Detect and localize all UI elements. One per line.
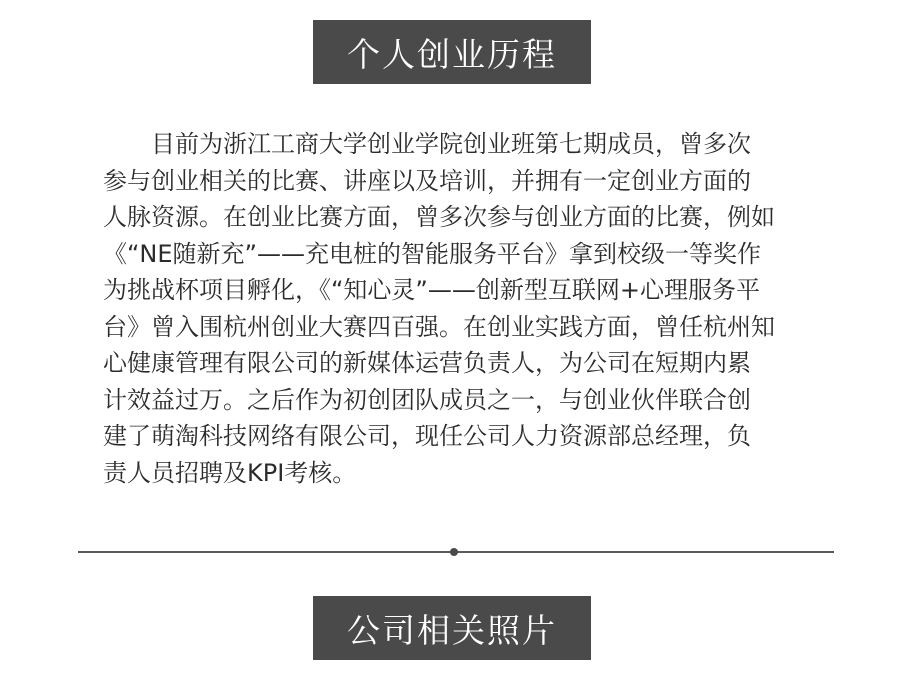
paragraph-line: 参与创业相关的比赛、讲座以及培训，并拥有一定创业方面的 xyxy=(103,166,751,195)
section-title-text: 个人创业历程 xyxy=(347,34,557,74)
paragraph-line: 《“NE随新充”——充电桩的智能服务平台》拿到校级一等奖作 xyxy=(103,239,761,268)
paragraph-line: 为挑战杯项目孵化，《“知心灵”——创新型互联网+心理服务平 xyxy=(103,276,760,304)
section-title-company-photos xyxy=(313,596,591,660)
paragraph-line: 责人员招聘及KPI考核。 xyxy=(103,458,357,487)
entrepreneurship-paragraph xyxy=(103,126,803,491)
section-divider xyxy=(78,549,834,555)
paragraph-line: 人脉资源。在创业比赛方面，曾多次参与创业方面的比赛，例如 xyxy=(103,203,775,231)
section-title-text: 公司相关照片 xyxy=(347,610,557,650)
paragraph-line: 心健康管理有限公司的新媒体运营负责人，为公司在短期内累 xyxy=(103,349,751,377)
paragraph-line: 台》曾入围杭州创业大赛四百强。在创业实践方面，曾任杭州知 xyxy=(103,312,775,341)
paragraph-line: 计效益过万。之后作为初创团队成员之一，与创业伙伴联合创 xyxy=(103,385,751,414)
section-title-entrepreneurship xyxy=(313,20,591,84)
divider-dot xyxy=(450,548,458,556)
paragraph-line: 建了萌淘科技网络有限公司，现任公司人力资源部总经理，负 xyxy=(103,422,751,450)
paragraph-line: 目前为浙江工商大学创业学院创业班第七期成员，曾多次 xyxy=(103,130,751,158)
